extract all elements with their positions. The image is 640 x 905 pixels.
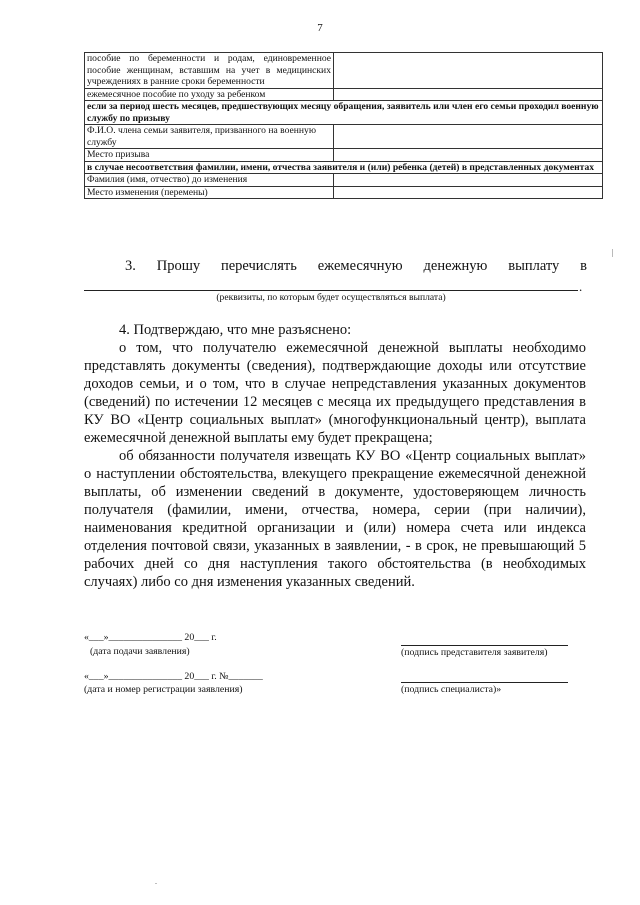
applicant-info-table bbox=[84, 52, 603, 199]
item-3-word: денежную bbox=[423, 258, 488, 274]
specialist-signature-line[interactable] bbox=[401, 682, 568, 683]
representative-signature-line[interactable] bbox=[401, 645, 568, 646]
table-row bbox=[85, 53, 603, 89]
margin-mark: | bbox=[612, 248, 614, 257]
table-section-header bbox=[85, 101, 603, 125]
item-4-paragraph-2: об обязанности получателя извещать КУ ВО «Центр социальных выплат» о наступлении обстоятельства, влекущего прекращение ежемесячной денежной выплаты, об изменении сведений в документе, удостоверяющем личность получателя (фамилии, имени, отчества, номера, серии (при наличии), наименования кредитной организации и (или) номера счета или индекса отделения почтовой связи, указанных в заявлении, - в срок, не превышающий 5 рабочих дней со дня наступления такого обстоятельства (в необходимых случаях) либо со дня изменения указанных сведений. bbox=[84, 448, 586, 590]
field-value[interactable] bbox=[334, 149, 603, 162]
registration-date-caption: (дата и номер регистрации заявления) bbox=[84, 684, 243, 695]
table-row bbox=[85, 149, 603, 162]
table-section-header bbox=[85, 161, 603, 174]
field-label: Ф.И.О. члена семьи заявителя, призванного на военную службу bbox=[85, 125, 334, 149]
field-value[interactable] bbox=[334, 125, 603, 149]
field-label: ежемесячное пособие по уходу за ребенком bbox=[85, 88, 334, 101]
field-value[interactable] bbox=[334, 88, 603, 101]
section-header-text: в случае несоответствия фамилии, имени, отчества заявителя и (или) ребенка (детей) в представленных документах bbox=[85, 161, 603, 174]
specialist-signature-caption: (подпись специалиста)» bbox=[401, 684, 502, 695]
field-label: Фамилия (имя, отчество) до изменения bbox=[85, 174, 334, 187]
item-3-request bbox=[125, 258, 587, 275]
item-3-word: выплату bbox=[508, 258, 560, 274]
item-3-word: Прошу bbox=[156, 258, 201, 274]
table-row bbox=[85, 88, 603, 101]
payment-details-line[interactable] bbox=[84, 290, 578, 291]
application-date-field[interactable]: «___»_______________ 20___ г. bbox=[84, 632, 217, 643]
item-3-word: перечислять bbox=[220, 258, 297, 274]
field-label: пособие по беременности и родам, единовременное пособие женщинам, вставшим на учет в медицинских учреждениях в ранние сроки беременности bbox=[85, 53, 334, 89]
page-number: 7 bbox=[317, 22, 323, 34]
field-value[interactable] bbox=[334, 53, 603, 89]
section-header-text: если за период шесть месяцев, предшествующих месяцу обращения, заявитель или член его семьи проходил военную службу по призыву bbox=[85, 101, 603, 125]
field-value[interactable] bbox=[334, 186, 603, 199]
table-row bbox=[85, 186, 603, 199]
table-row bbox=[85, 174, 603, 187]
field-value[interactable] bbox=[334, 174, 603, 187]
representative-signature-caption: (подпись представителя заявителя) bbox=[401, 647, 548, 658]
item-4-acknowledgement bbox=[84, 321, 586, 591]
item-3-word: ежемесячную bbox=[317, 258, 403, 274]
registration-date-number-field[interactable]: «___»_______________ 20___ г. №_______ bbox=[84, 671, 263, 682]
item-3-end-mark: . bbox=[579, 279, 583, 294]
item-3-word: в bbox=[580, 258, 587, 274]
item-3-word: 3. bbox=[125, 258, 136, 274]
field-label: Место призыва bbox=[85, 149, 334, 162]
item-4-heading: 4. Подтверждаю, что мне разъяснено: bbox=[119, 322, 352, 338]
table-row bbox=[85, 125, 603, 149]
payment-details-caption: (реквизиты, по которым будет осуществляться выплата) bbox=[216, 292, 446, 303]
item-4-paragraph-1: о том, что получателю ежемесячной денежной выплаты необходимо представлять документы (сведения), подтверждающие доходы или отсутствие доходов семьи, и о том, что в случае непредставления указанных документов (сведений) по истечении 12 месяцев с месяца их предыдущего представления в КУ ВО «Центр социальных выплат» (многофункциональный центр), выплата ежемесячной денежной выплаты ему будет прекращена; bbox=[84, 340, 586, 446]
margin-mark: . bbox=[155, 877, 157, 886]
application-date-caption: (дата подачи заявления) bbox=[90, 646, 190, 657]
field-label: Место изменения (перемены) bbox=[85, 186, 334, 199]
